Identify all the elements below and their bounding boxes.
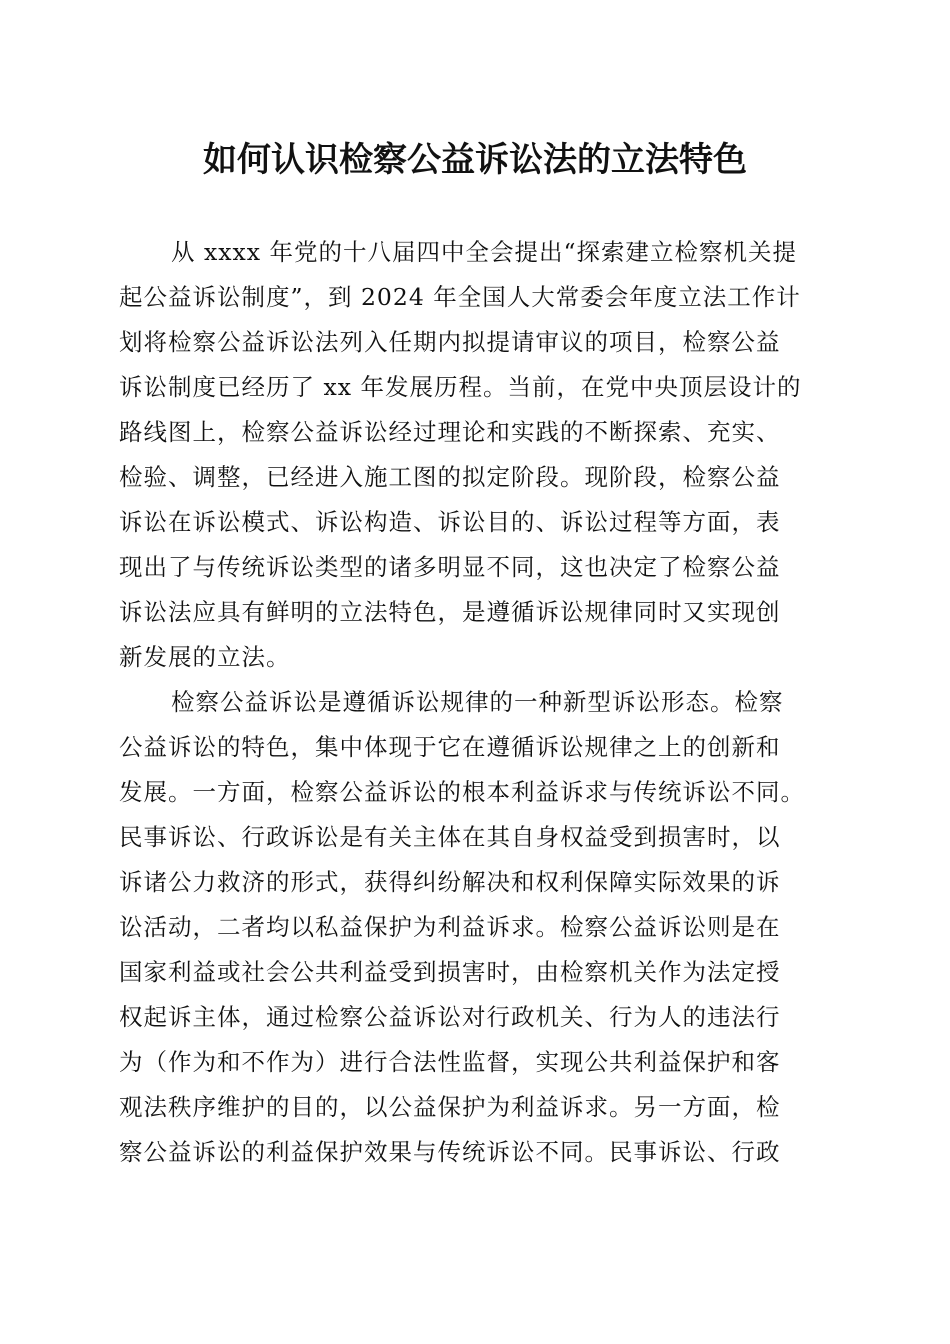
paragraph-1-line-4: 诉讼制度已经历了 xx 年发展历程。当前，在党中央顶层设计的 — [119, 373, 802, 401]
paragraph-2-line-7: 国家利益或社会公共利益受到损害时，由检察机关作为法定授 — [119, 958, 781, 986]
paragraph-1-line-10: 新发展的立法。 — [119, 643, 291, 671]
paragraph-2-line-1: 检察公益诉讼是遵循诉讼规律的一种新型诉讼形态。检察 — [171, 688, 784, 716]
paragraph-2-line-5: 诉诸公力救济的形式，获得纠纷解决和权利保障实际效果的诉 — [119, 868, 781, 896]
paragraph-2-line-2: 公益诉讼的特色，集中体现于它在遵循诉讼规律之上的创新和 — [119, 733, 781, 761]
paragraph-1-line-2: 起公益诉讼制度”，到 2024 年全国人大常委会年度立法工作计 — [119, 283, 801, 311]
paragraph-1-line-5: 路线图上，检察公益诉讼经过理论和实践的不断探索、充实、 — [119, 418, 781, 446]
paragraph-2-line-3: 发展。一方面，检察公益诉讼的根本利益诉求与传统诉讼不同。 — [119, 778, 805, 806]
document-title: 如何认识检察公益诉讼法的立法特色 — [203, 140, 747, 180]
paragraph-1-line-6: 检验、调整，已经进入施工图的拟定阶段。现阶段，检察公益 — [119, 463, 781, 491]
paragraph-2-line-10: 观法秩序维护的目的，以公益保护为利益诉求。另一方面，检 — [119, 1093, 781, 1121]
paragraph-2-line-8: 权起诉主体，通过检察公益诉讼对行政机关、行为人的违法行 — [119, 1003, 781, 1031]
paragraph-1-line-9: 诉讼法应具有鲜明的立法特色，是遵循诉讼规律同时又实现创 — [119, 598, 781, 626]
paragraph-2-line-9: 为（作为和不作为）进行合法性监督，实现公共利益保护和客 — [119, 1048, 781, 1076]
paragraph-1-line-8: 现出了与传统诉讼类型的诸多明显不同，这也决定了检察公益 — [119, 553, 781, 581]
paragraph-2-line-4: 民事诉讼、行政诉讼是有关主体在其自身权益受到损害时，以 — [119, 823, 781, 851]
paragraph-2-line-11: 察公益诉讼的利益保护效果与传统诉讼不同。民事诉讼、行政 — [119, 1138, 781, 1166]
paragraph-1-line-1: 从 xxxx 年党的十八届四中全会提出“探索建立检察机关提 — [171, 238, 797, 266]
paragraph-1-line-7: 诉讼在诉讼模式、诉讼构造、诉讼目的、诉讼过程等方面，表 — [119, 508, 781, 536]
paragraph-2-line-6: 讼活动，二者均以私益保护为利益诉求。检察公益诉讼则是在 — [119, 913, 781, 941]
paragraph-1-line-3: 划将检察公益诉讼法列入任期内拟提请审议的项目，检察公益 — [119, 328, 781, 356]
